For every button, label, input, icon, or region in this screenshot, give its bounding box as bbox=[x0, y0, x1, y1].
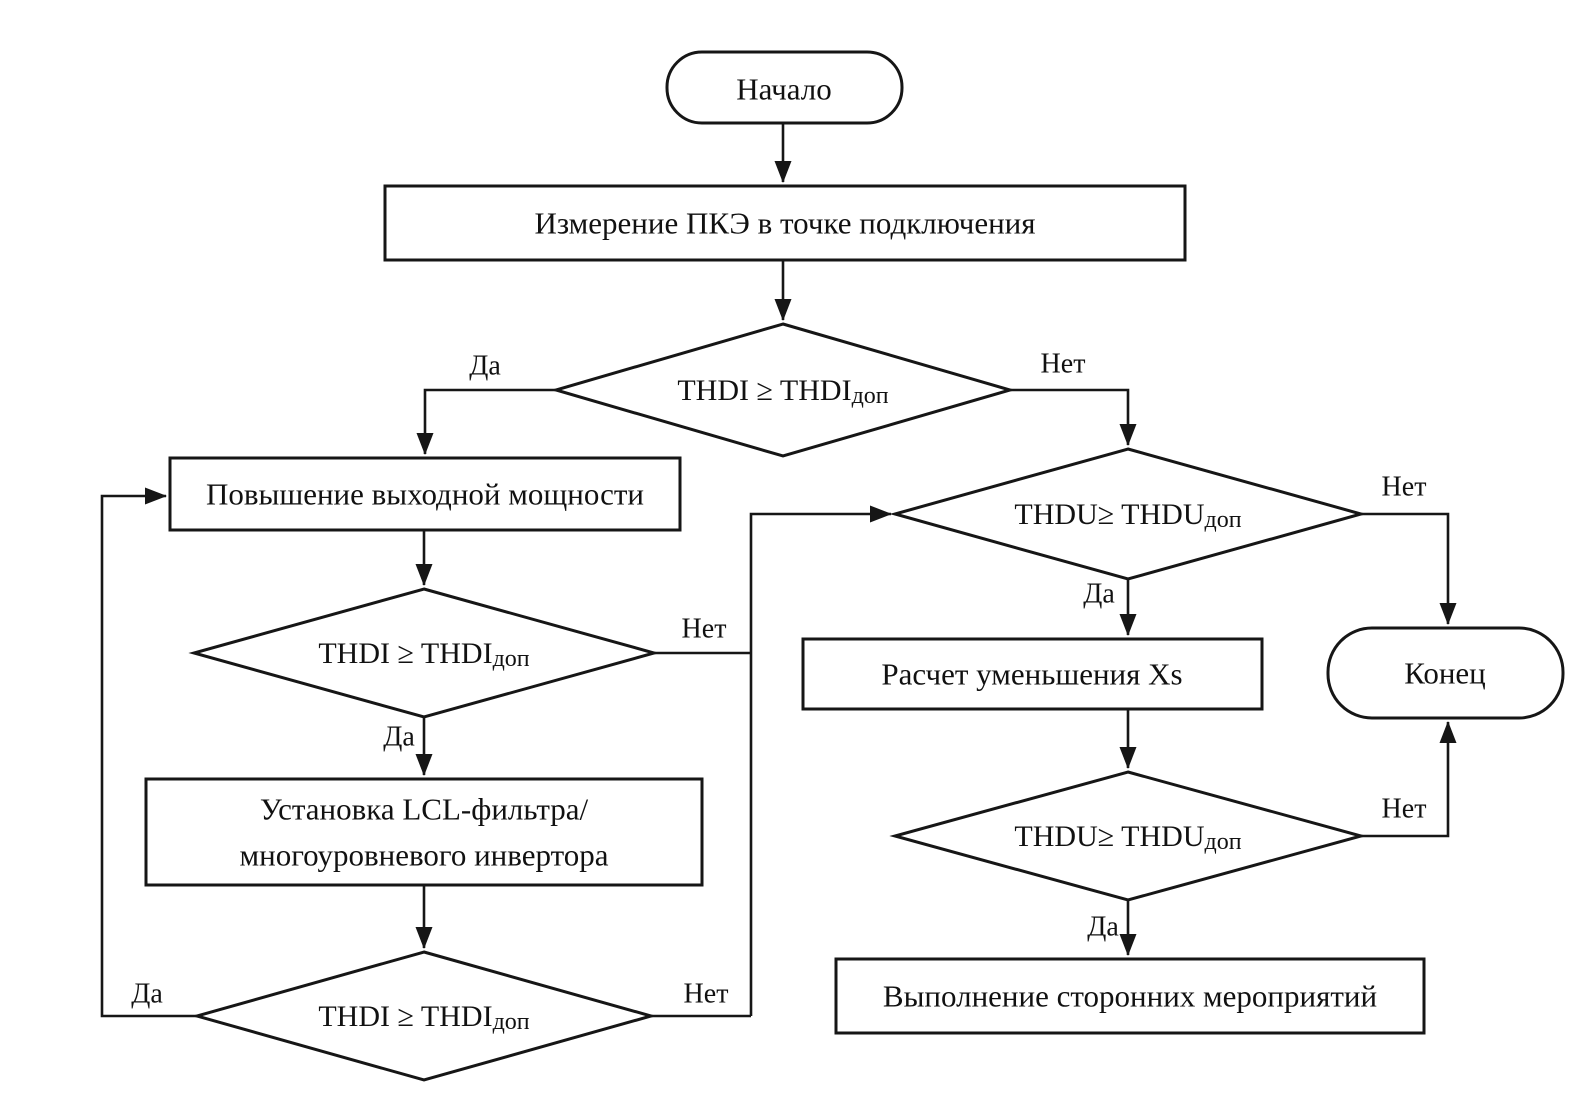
node-thdu-check-2 bbox=[895, 772, 1361, 900]
node-start bbox=[667, 52, 902, 123]
thdi1-condition-sub: доп bbox=[851, 383, 889, 409]
node-calc-xs bbox=[803, 639, 1262, 709]
node-thdi-check-2 bbox=[194, 589, 654, 717]
edge-thdi1-no-to-thdu1 bbox=[1010, 390, 1128, 445]
edge-label-thdu1-no: Нет bbox=[1381, 471, 1427, 503]
thdu2-condition-sub: доп bbox=[1204, 829, 1242, 855]
lcl-label-line1: Установка LCL-фильтра/ bbox=[259, 791, 589, 827]
edge-label-thdi1-yes: Да bbox=[469, 350, 501, 382]
thdi3-condition-sub: доп bbox=[492, 1009, 530, 1035]
edge-label-thdu1-yes: Да bbox=[1083, 578, 1115, 610]
edge-label-thdi1-no: Нет bbox=[1040, 348, 1086, 380]
start-label: Начало bbox=[736, 71, 832, 107]
edge-label-thdi2-no: Нет bbox=[681, 613, 727, 645]
node-thdi-check-3 bbox=[197, 952, 651, 1080]
edge-label-thdi3-no: Нет bbox=[683, 978, 729, 1010]
edge-label-thdu2-yes: Да bbox=[1087, 911, 1119, 943]
node-install-lcl bbox=[146, 779, 702, 885]
edge-label-thdi3-yes: Да bbox=[131, 978, 163, 1010]
edge-label-thdu2-no: Нет bbox=[1381, 793, 1427, 825]
measure-label: Измерение ПКЭ в точке подключения bbox=[534, 205, 1036, 241]
thdu1-condition-main: THDU≥ THDU bbox=[1014, 497, 1205, 531]
edge-thdu1-no-to-end bbox=[1361, 514, 1448, 624]
lcl-label-line2: многоуровневого инвертора bbox=[239, 837, 609, 873]
node-external-measures bbox=[836, 959, 1424, 1033]
thdi2-condition-sub: доп bbox=[492, 646, 530, 672]
node-thdu-check-1 bbox=[895, 449, 1361, 579]
end-label: Конец bbox=[1404, 655, 1486, 691]
edge-label-thdi2-yes: Да bbox=[383, 721, 415, 753]
thdi3-condition-main: THDI ≥ THDI bbox=[318, 999, 493, 1033]
node-measure bbox=[385, 186, 1185, 260]
calc-label: Расчет уменьшения Xs bbox=[881, 656, 1183, 692]
thdu2-condition-main: THDU≥ THDU bbox=[1014, 819, 1205, 853]
edge-no-trunk-to-thdu1 bbox=[751, 514, 891, 1016]
boost-label: Повышение выходной мощности bbox=[205, 476, 645, 512]
thdi2-condition-main: THDI ≥ THDI bbox=[318, 636, 493, 670]
node-end bbox=[1328, 628, 1563, 718]
node-thdi-check-1 bbox=[556, 324, 1010, 456]
node-boost-power bbox=[170, 458, 680, 530]
edge-thdi1-yes-to-boost bbox=[425, 390, 556, 454]
external-label: Выполнение сторонних мероприятий bbox=[882, 978, 1378, 1014]
edge-thdi3-yes-feedback-to-boost bbox=[102, 496, 197, 1016]
thdu1-condition-sub: доп bbox=[1204, 507, 1242, 533]
thdi1-condition-main: THDI ≥ THDI bbox=[677, 373, 852, 407]
